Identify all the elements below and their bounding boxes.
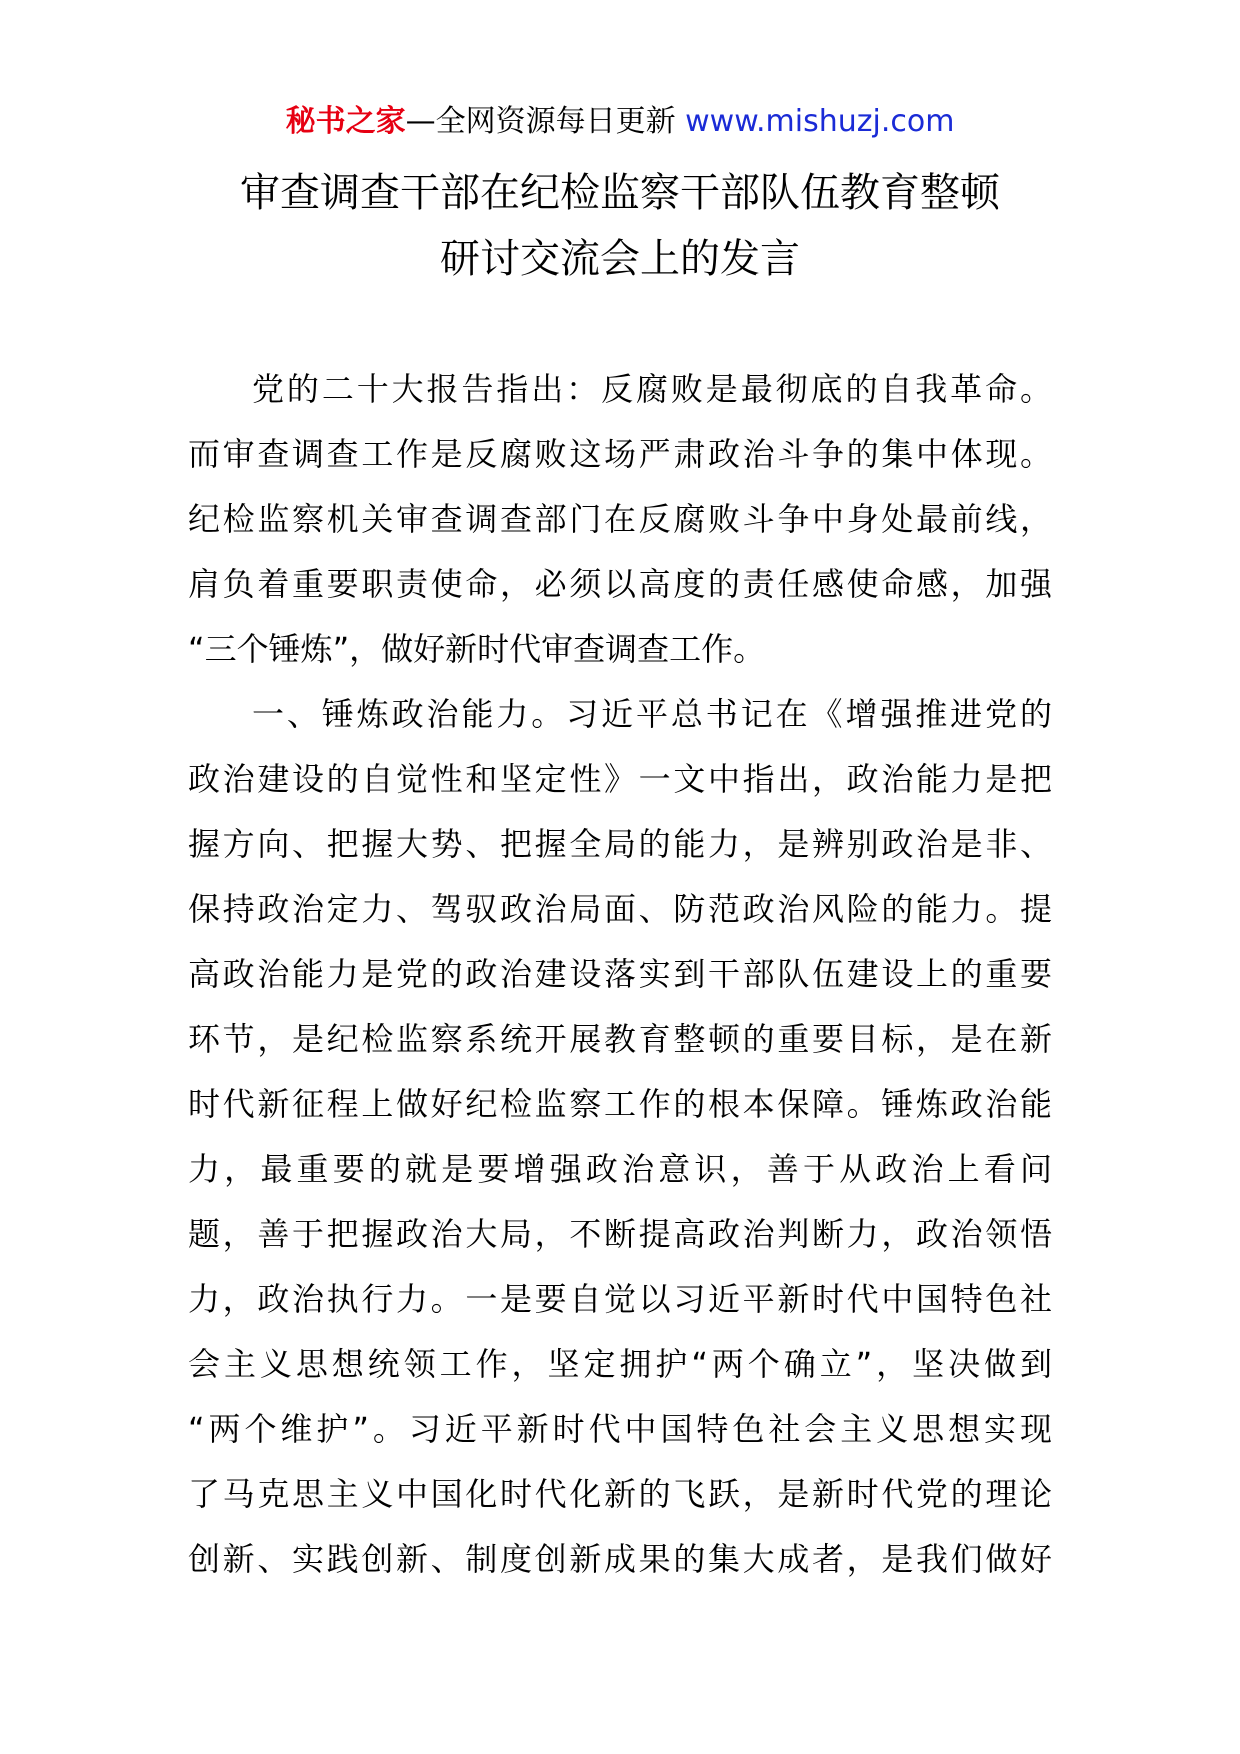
title-line-1: 审查调查干部在纪检监察干部队伍教育整顿 <box>240 170 1000 216</box>
body-line: 会主义思想统领工作，坚定拥护“两个确立”，坚决做到 <box>188 1345 1052 1383</box>
body-line: 环节，是纪检监察系统开展教育整顿的重要目标，是在新 <box>188 1020 1052 1058</box>
body-line: “三个锤炼”，做好新时代审查调查工作。 <box>188 630 766 668</box>
body-line: 了马克思主义中国化时代化新的飞跃，是新时代党的理论 <box>188 1475 1052 1513</box>
body-line: 题，善于把握政治大局，不断提高政治判断力，政治领悟 <box>188 1215 1052 1253</box>
body-line: 握方向、把握大势、把握全局的能力，是辨别政治是非、 <box>188 825 1052 863</box>
body-line: 党的二十大报告指出：反腐败是最彻底的自我革命。 <box>252 370 1052 408</box>
brand-name: 秘书之家 <box>285 104 406 139</box>
header-tagline: —全网资源每日更新 <box>405 104 676 139</box>
body-line: “两个维护”。习近平新时代中国特色社会主义思想实现 <box>188 1410 1052 1448</box>
body-line: 力，政治执行力。一是要自觉以习近平新时代中国特色社 <box>188 1280 1052 1318</box>
body-line: 时代新征程上做好纪检监察工作的根本保障。锤炼政治能 <box>188 1085 1052 1123</box>
site-header <box>0 100 1240 144</box>
body-line: 肩负着重要职责使命，必须以高度的责任感使命感，加强 <box>188 565 1052 603</box>
body-line: 创新、实践创新、制度创新成果的集大成者，是我们做好 <box>188 1540 1052 1578</box>
body-line: 政治建设的自觉性和坚定性》一文中指出，政治能力是把 <box>188 760 1052 798</box>
document-body <box>188 357 1052 1592</box>
site-url-link[interactable]: www.mishuzj.com <box>685 104 955 139</box>
document-title <box>0 160 1240 292</box>
body-line: 高政治能力是党的政治建设落实到干部队伍建设上的重要 <box>188 955 1052 993</box>
body-line: 保持政治定力、驾驭政治局面、防范政治风险的能力。提 <box>188 890 1052 928</box>
body-line: 一、锤炼政治能力。习近平总书记在《增强推进党的 <box>252 695 1052 733</box>
title-line-2: 研讨交流会上的发言 <box>440 236 800 282</box>
body-line: 力，最重要的就是要增强政治意识，善于从政治上看问 <box>188 1150 1052 1188</box>
body-line: 而审查调查工作是反腐败这场严肃政治斗争的集中体现。 <box>188 435 1052 473</box>
body-line: 纪检监察机关审查调查部门在反腐败斗争中身处最前线， <box>188 500 1052 538</box>
